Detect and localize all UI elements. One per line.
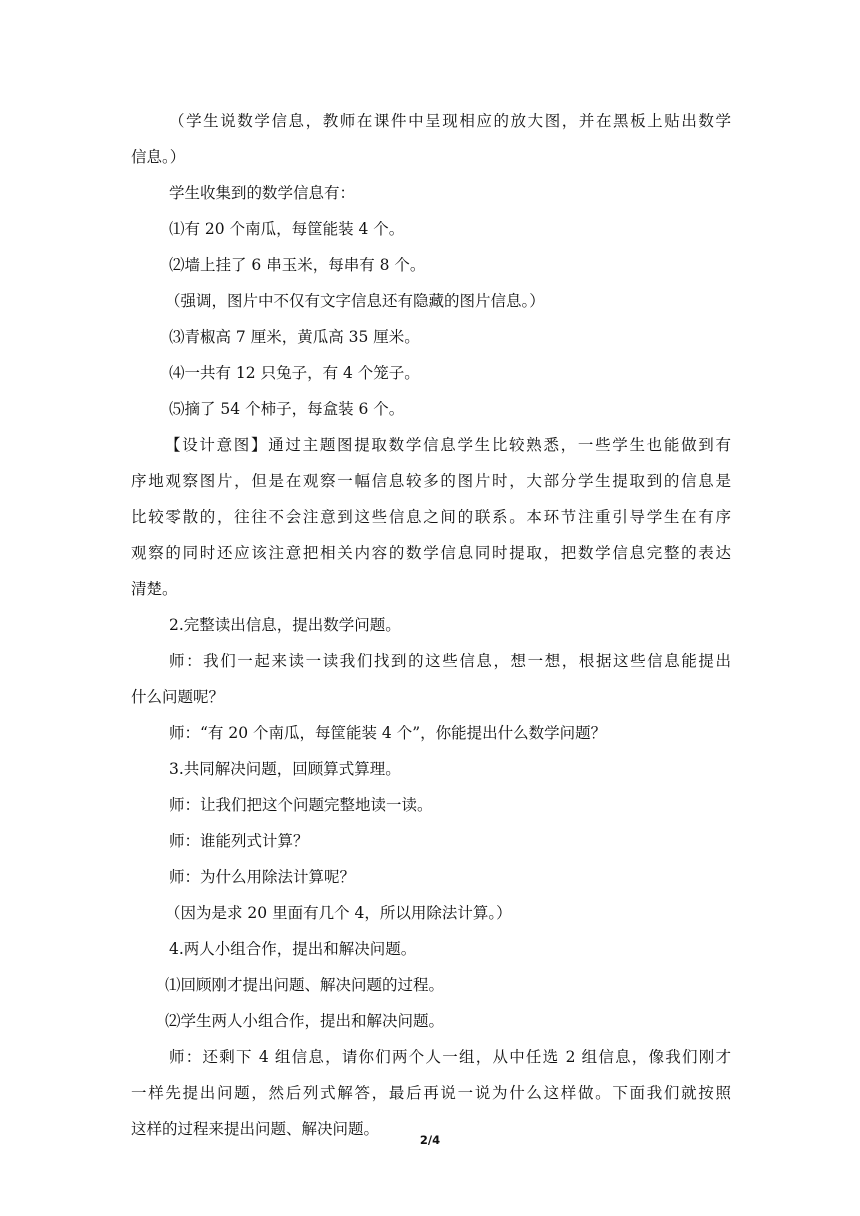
section-heading: 4.两人小组合作，提出和解决问题。 bbox=[169, 940, 417, 958]
paragraph-line: 一样先提出问题，然后列式解答，最后再说一说为什么这样做。下面我们就按照 bbox=[131, 1084, 731, 1102]
list-item: ⑷一共有 12 只兔子，有 4 个笼子。 bbox=[169, 364, 420, 382]
list-item: ⑴回顾刚才提出问题、解决问题的过程。 bbox=[165, 976, 445, 994]
list-item: ⑴有 20 个南瓜，每筐能装 4 个。 bbox=[169, 220, 405, 238]
paragraph-line: （强调，图片中不仅有文字信息还有隐藏的图片信息。） bbox=[165, 292, 545, 310]
paragraph-line: 师：谁能列式计算？ bbox=[169, 832, 309, 850]
paragraph-line: （因为是求 20 里面有几个 4，所以用除法计算。） bbox=[165, 904, 512, 922]
paragraph-line: 师：“有 20 个南瓜，每筐能装 4 个”，你能提出什么数学问题？ bbox=[169, 724, 607, 742]
paragraph-line: 师：我们一起来读一读我们找到的这些信息，想一想，根据这些信息能提出 bbox=[169, 652, 731, 670]
paragraph-line: 师：为什么用除法计算呢？ bbox=[169, 868, 356, 886]
page-number: 2/4 bbox=[419, 1133, 441, 1147]
paragraph-line: 学生收集到的数学信息有： bbox=[169, 184, 356, 202]
paragraph-line: （学生说数学信息，教师在课件中呈现相应的放大图，并在黑板上贴出数学 bbox=[169, 112, 731, 130]
list-item: ⑸摘了 54 个柿子，每盒装 6 个。 bbox=[169, 400, 405, 418]
paragraph-line: 什么问题呢？ bbox=[131, 688, 225, 706]
paragraph-line: 信息。） bbox=[131, 148, 186, 166]
section-heading: 3.共同解决问题，回顾算式算理。 bbox=[169, 760, 401, 778]
paragraph-line: 这样的过程来提出问题、解决问题。 bbox=[131, 1120, 380, 1138]
paragraph-line: 师：还剩下 4 组信息，请你们两个人一组，从中任选 2 组信息，像我们刚才 bbox=[169, 1048, 731, 1066]
list-item: ⑵墙上挂了 6 串玉米，每串有 8 个。 bbox=[169, 256, 426, 274]
section-heading: 2.完整读出信息，提出数学问题。 bbox=[169, 616, 401, 634]
paragraph-line: 观察的同时还应该注意把相关内容的数学信息同时提取，把数学信息完整的表达 bbox=[131, 544, 731, 562]
paragraph-line: 清楚。 bbox=[131, 580, 178, 598]
list-item: ⑶青椒高 7 厘米，黄瓜高 35 厘米。 bbox=[169, 328, 420, 346]
paragraph-line: 比较零散的，往往不会注意到这些信息之间的联系。本环节注重引导学生在有序 bbox=[131, 508, 731, 526]
paragraph-line: 序地观察图片，但是在观察一幅信息较多的图片时，大部分学生提取到的信息是 bbox=[131, 472, 731, 490]
list-item: ⑵学生两人小组合作，提出和解决问题。 bbox=[165, 1012, 445, 1030]
paragraph-line: 【设计意图】通过主题图提取数学信息学生比较熟悉，一些学生也能做到有 bbox=[165, 436, 731, 454]
document-body bbox=[131, 103, 731, 1147]
paragraph-line: 师：让我们把这个问题完整地读一读。 bbox=[169, 796, 433, 814]
